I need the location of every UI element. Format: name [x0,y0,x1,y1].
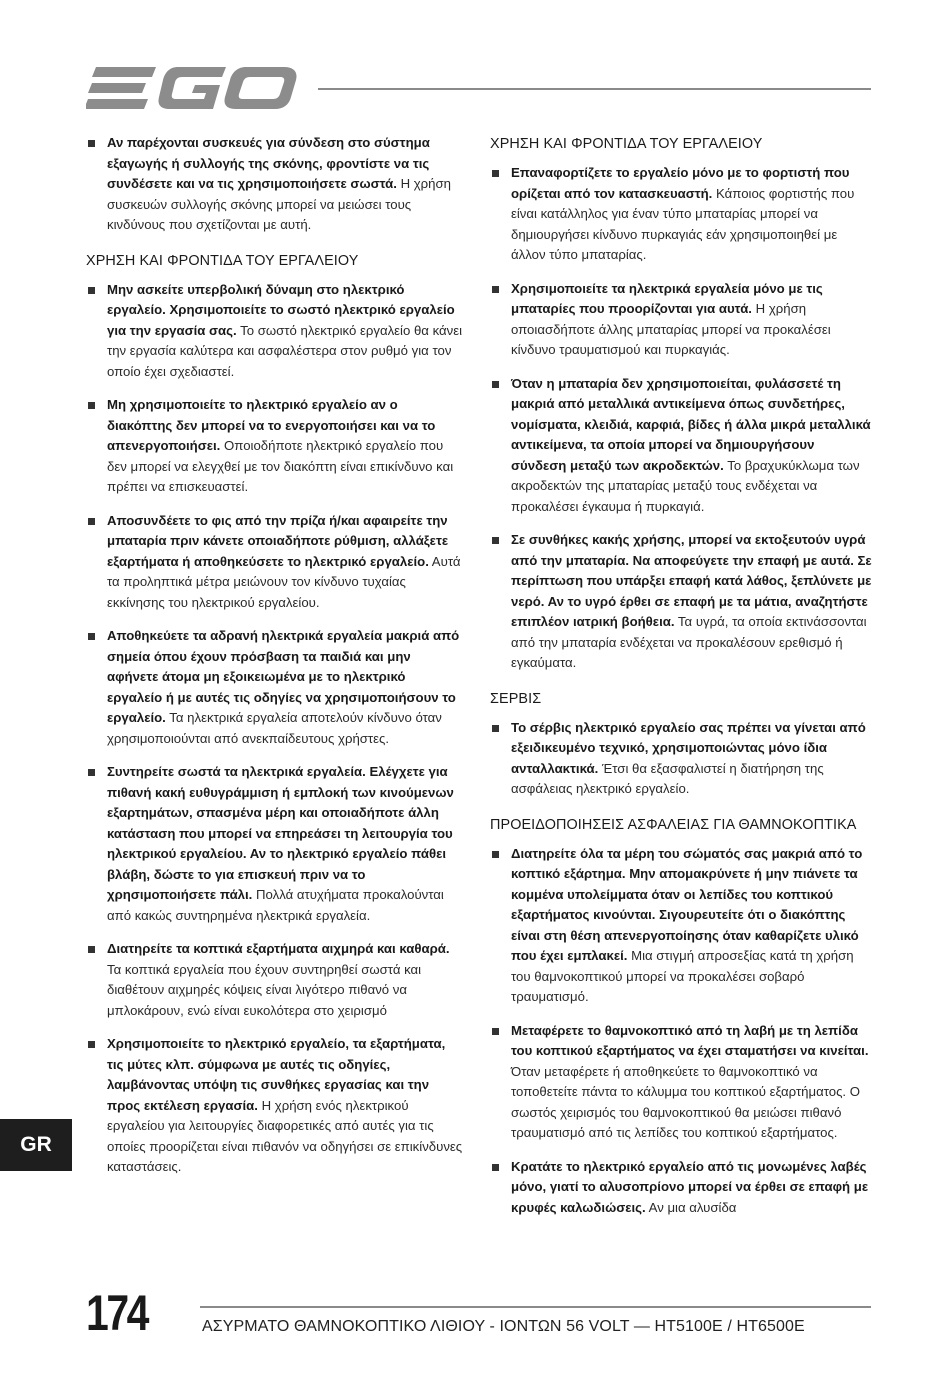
section-heading: ΣΕΡΒΙΣ [490,690,542,707]
right-bullet-list-2 [490,718,872,800]
section-heading: ΧΡΗΣΗ ΚΑΙ ΦΡΟΝΤΙΔΑ ΤΟΥ ΕΡΓΑΛΕΙΟΥ [86,252,359,269]
list-item: Αποθηκεύετε τα αδρανή ηλεκτρικά εργαλεία μακριά από σημεία όπου έχουν πρόσβαση τα παιδιά και μην αφήνετε άτομα μη εξοικειωμένα με το ηλεκτρικό εργαλείο ή με αυτές τις οδηγίες να χρησιμοποιήσουν το εργαλείο. Τα ηλεκτρικά εργαλεία αποτελούν κίνδυνο όταν χρησιμοποιούνται από ανεκπαίδευτους χρήστες. [86,626,464,749]
list-item: Κρατάτε το ηλεκτρικό εργαλείο από τις μονωμένες λαβές μόνο, γιατί το αλυσοπρίονο μπορεί να έρθει σε επαφή με κρυφές καλωδιώσεις. Αν μια αλυσίδα [490,1157,872,1219]
section-heading: ΠΡΟΕΙΔΟΠΟΙΗΣΕΙΣ ΑΣΦΑΛΕΙΑΣ ΓΙΑ ΘΑΜΝΟΚΟΠΤΙΚΑ [490,816,857,833]
list-item: Διατηρείτε όλα τα μέρη του σώματός σας μακριά από το κοπτικό εξάρτημα. Μην απομακρύνετε ή μην πιάνετε τα κομμένα υπολείμματα όταν οι λεπίδες του κοπτικού εξαρτήματος κινούνται. Σιγουρευτείτε ότι ο διακόπτης είναι στη θέση απενεργοποίησης όταν καθαρίζετε υλικό που έχει εμπλακεί. Μια στιγμή απροσεξίας κατά τη χρήση του θαμνοκοπτικού μπορεί να προκαλέσει σοβαρό τραυματισμό. [490,844,872,1008]
list-item: Διατηρείτε τα κοπτικά εξαρτήματα αιχμηρά και καθαρά. Τα κοπτικά εργαλεία που έχουν συντηρηθεί σωστά και διαθέτουν αιχμηρές κόψεις είναι λιγότερο πιθανό να μπλοκάρουν, ενώ είναι ευκολότερα στο χειρισμό [86,939,464,1021]
right-bullet-list-1 [490,163,872,674]
left-intro-list [86,133,464,236]
list-item: Συντηρείτε σωστά τα ηλεκτρικά εργαλεία. Ελέγχετε για πιθανή κακή ευθυγράμμιση ή εμπλοκή των κινούμενων εξαρτημάτων, σπασμένα μέρη και οποιαδήποτε άλλη κατάσταση που μπορεί να επηρεάσει τη λειτουργία του ηλεκτρικού εργαλείου. Αν το ηλεκτρικό εργαλείο πάθει βλάβη, δώστε το για επισκευή πριν να το χρησιμοποιήσετε πάλι. Πολλά ατυχήματα προκαλούνται από κακώς συντηρημένα ηλεκτρικά εργαλεία. [86,762,464,926]
left-column [86,133,464,1191]
header-divider [318,88,871,90]
list-item: Μην ασκείτε υπερβολική δύναμη στο ηλεκτρικό εργαλείο. Χρησιμοποιείτε το σωστό ηλεκτρικό εργαλείο για την εργασία σας. Το σωστό ηλεκτρικό εργαλείο θα κάνει την εργασία καλύτερα και ασφαλέστερα στον ρυθμό για τον οποίο έχει σχεδιαστεί. [86,280,464,383]
footer-title: ΑΣΥΡΜΑΤΟ ΘΑΜΝΟΚΟΠΤΙΚΟ ΛΙΘΙΟΥ - ΙΟΝΤΩΝ 56 VOLT — HT5100E / HT6500E [202,1318,805,1335]
list-item: Αποσυνδέετε το φις από την πρίζα ή/και αφαιρείτε την μπαταρία πριν κάνετε οποιαδήποτε ρύθμιση, αλλάξετε εξαρτήματα ή αποθηκεύσετε το ηλεκτρικό εργαλείο. Αυτά τα προληπτικά μέτρα μειώνουν τον κίνδυνο τυχαίας εκκίνησης του ηλεκτρικού εργαλείου. [86,511,464,614]
right-column [490,133,872,1231]
language-tab: GR [0,1119,72,1171]
list-item: Όταν η μπαταρία δεν χρησιμοποιείται, φυλάσσετέ τη μακριά από μεταλλικά αντικείμενα όπως συνδετήρες, νομίσματα, κλειδιά, καρφιά, βίδες ή άλλα μικρά μεταλλικά αντικείμενα, τα οποία μπορεί να δημιουργήσουν σύνδεση μεταξύ των ακροδεκτών. Το βραχυκύκλωμα των ακροδεκτών της μπαταρίας μεταξύ τους ενδέχεται να προκαλέσει έγκαυμα ή πυρκαγιά. [490,374,872,518]
section-heading: ΧΡΗΣΗ ΚΑΙ ΦΡΟΝΤΙΔΑ ΤΟΥ ΕΡΓΑΛΕΙΟΥ [490,136,763,152]
list-item: Αν παρέχονται συσκευές για σύνδεση στο σύστημα εξαγωγής ή συλλογής της σκόνης, φροντίστε να τις συνδέσετε και να τις χρησιμοποιήσετε σωστά. Η χρήση συσκευών συλλογής σκόνης μπορεί να μειώσει τους κινδύνους που σχετίζονται με αυτή. [86,133,464,236]
ego-logo [86,64,300,114]
footer-divider [200,1306,871,1308]
list-item: Μεταφέρετε το θαμνοκοπτικό από τη λαβή με τη λεπίδα του κοπτικού εξαρτήματος να έχει σταματήσει να κινείται. Όταν μεταφέρετε ή αποθηκεύετε το θαμνοκοπτικό να τοποθετείτε πάντα το κάλυμμα του κοπτικού εξαρτήματος. Ο σωστός χειρισμός του θαμνοκοπτικού θα μειώσει πιθανό τραυματισμό από τις λεπίδες του κοπτικού εξαρτήματος. [490,1021,872,1144]
right-bullet-list-3 [490,844,872,1219]
ego-logo-graphic [86,64,300,114]
list-item: Επαναφορτίζετε το εργαλείο μόνο με το φορτιστή που ορίζεται από τον κατασκευαστή. Κάποιος φορτιστής που είναι κατάλληλος για έναν τύπο μπαταρίας μπορεί να δημιουργήσει κίνδυνο πυρκαγιάς εάν χρησιμοποιηθεί με άλλον τύπο μπαταρίας. [490,163,872,266]
page-number: 174 [86,1285,148,1341]
left-bullet-list [86,280,464,1178]
list-item: Σε συνθήκες κακής χρήσης, μπορεί να εκτοξευτούν υγρά από την μπαταρία. Να αποφεύγετε την επαφή με αυτά. Σε περίπτωση που υπάρξει επαφή κατά λάθος, ξεπλύνετε με νερό. Αν το υγρό έρθει σε επαφή με τα μάτια, αναζητήστε επιπλέον ιατρική βοήθεια. Τα υγρά, τα οποία εκτινάσσονται από την μπαταρία ενδέχεται να προκαλέσουν ερεθισμό ή εγκαύματα. [490,530,872,674]
list-item: Χρησιμοποιείτε το ηλεκτρικό εργαλείο, τα εξαρτήματα, τις μύτες κλπ. σύμφωνα με αυτές τις οδηγίες, λαμβάνοντας υπόψη τις συνθήκες εργασίας και την προς εκτέλεση εργασία. Η χρήση ενός ηλεκτρικού εργαλείου για λειτουργίες διαφορετικές από αυτές για τις οποίες προορίζεται είναι πιθανόν να οδηγήσει σε επικίνδυνες καταστάσεις. [86,1034,464,1178]
list-item: Το σέρβις ηλεκτρικό εργαλείο σας πρέπει να γίνεται από εξειδικευμένο τεχνικό, χρησιμοποιώντας μόνο ίδια ανταλλακτικά. Έτσι θα εξασφαλιστεί η διατήρηση της ασφάλειας ηλεκτρικό εργαλείο. [490,718,872,800]
list-item: Μη χρησιμοποιείτε το ηλεκτρικό εργαλείο αν ο διακόπτης δεν μπορεί να το ενεργοποιήσει και να το απενεργοποιήσει. Οποιοδήποτε ηλεκτρικό εργαλείο που δεν μπορεί να ελεγχθεί με τον διακόπτη είναι επικίνδυνο και πρέπει να επισκευαστεί. [86,395,464,498]
list-item: Χρησιμοποιείτε τα ηλεκτρικά εργαλεία μόνο με τις μπαταρίες που προορίζονται για αυτά. Η χρήση οποιασδήποτε άλλης μπαταρίας μπορεί να προκαλέσει κίνδυνο τραυματισμού και πυρκαγιάς. [490,279,872,361]
